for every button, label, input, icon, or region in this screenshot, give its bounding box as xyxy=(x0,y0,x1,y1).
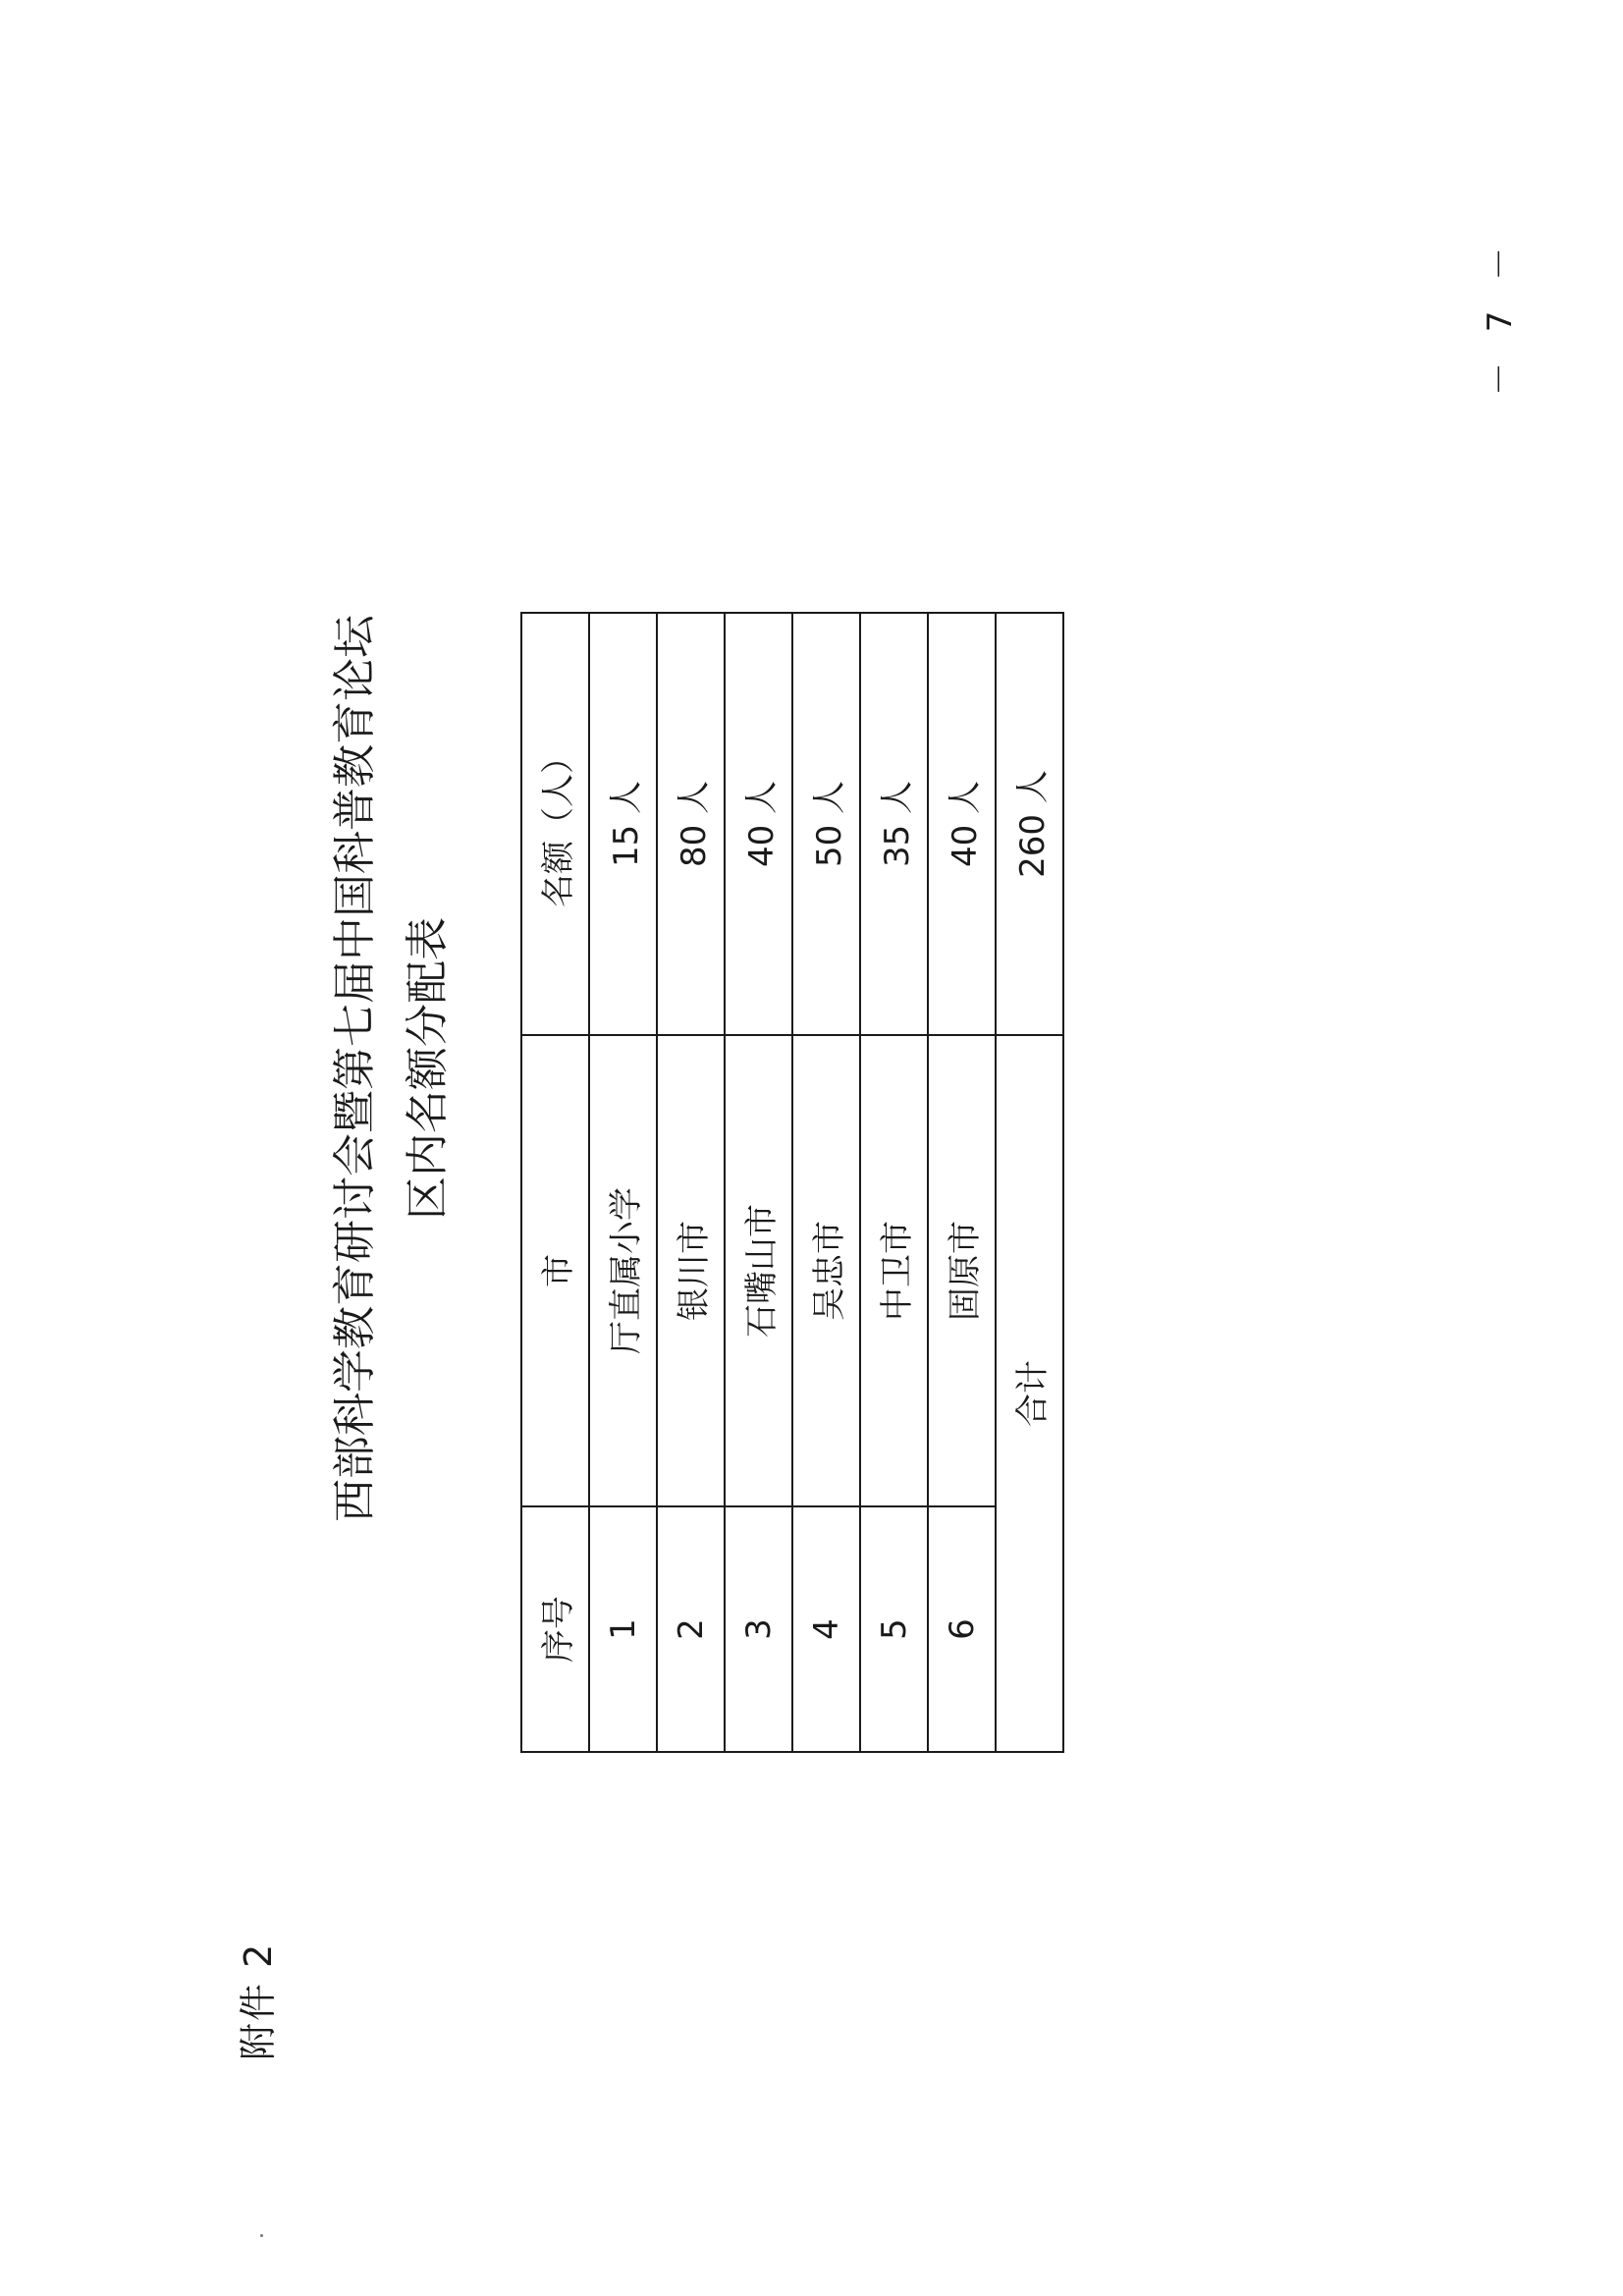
page-number: － 7 － xyxy=(1481,237,1520,396)
table-header-row xyxy=(521,613,589,1752)
row-quota: 40 人 xyxy=(928,613,996,1035)
row-city: 厅直属小学 xyxy=(589,1035,657,1506)
row-city: 吴忠市 xyxy=(792,1035,860,1506)
row-seq: 5 xyxy=(860,1506,928,1752)
row-city: 中卫市 xyxy=(860,1035,928,1506)
scan-speck xyxy=(260,2234,263,2237)
table-row xyxy=(928,613,996,1752)
quota-table xyxy=(520,612,1064,1753)
table-row xyxy=(657,613,725,1752)
table-row xyxy=(589,613,657,1752)
header-seq: 序号 xyxy=(521,1506,589,1752)
row-seq: 1 xyxy=(589,1506,657,1752)
table-row xyxy=(860,613,928,1752)
attachment-label: 附件 2 xyxy=(237,1941,280,2060)
total-quota: 260 人 xyxy=(996,613,1063,1035)
row-seq: 3 xyxy=(725,1506,792,1752)
row-city: 固原市 xyxy=(928,1035,996,1506)
table-total-row xyxy=(996,613,1063,1752)
row-quota: 50 人 xyxy=(792,613,860,1035)
row-seq: 2 xyxy=(657,1506,725,1752)
row-seq: 6 xyxy=(928,1506,996,1752)
header-quota: 名额（人） xyxy=(521,613,589,1035)
row-city: 银川市 xyxy=(657,1035,725,1506)
row-seq: 4 xyxy=(792,1506,860,1752)
total-label: 合计 xyxy=(996,1035,1063,1752)
row-quota: 35 人 xyxy=(860,613,928,1035)
table-row xyxy=(725,613,792,1752)
table-row xyxy=(792,613,860,1752)
row-quota: 80 人 xyxy=(657,613,725,1035)
row-quota: 40 人 xyxy=(725,613,792,1035)
title-line-1: 西部科学教育研讨会暨第七届中国科普教育论坛 xyxy=(330,615,380,1522)
document-title xyxy=(319,469,464,1667)
row-quota: 15 人 xyxy=(589,613,657,1035)
title-line-2: 区内名额分配表 xyxy=(403,917,453,1220)
header-city: 市 xyxy=(521,1035,589,1506)
row-city: 石嘴山市 xyxy=(725,1035,792,1506)
